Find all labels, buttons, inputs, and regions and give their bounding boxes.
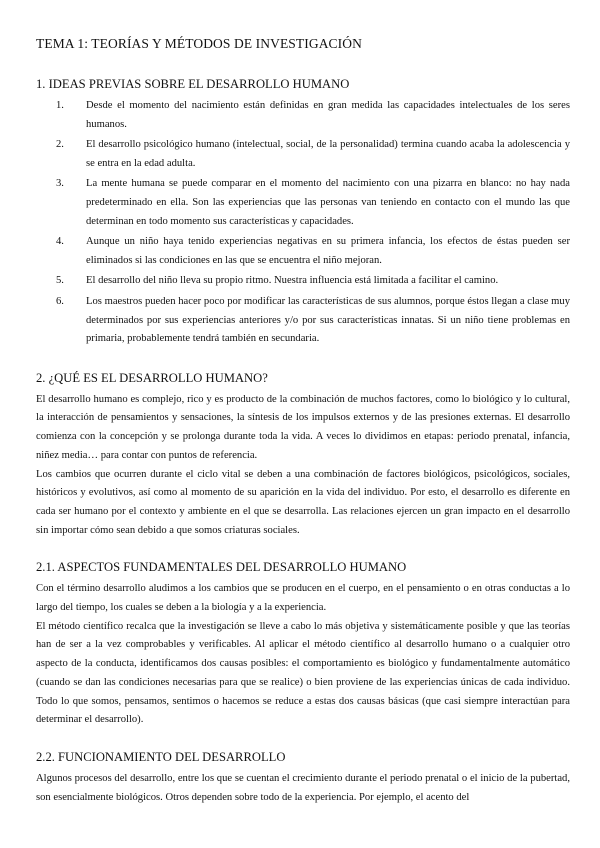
paragraph: Los cambios que ocurren durante el ciclo vital se deben a una combinación de factores biológicos, psicológicos, sociales, históricos y evolutivos, así como al momento de su aparición en la vida del individuo. Por esto, el desarrollo es diferente en cada ser humano por el contexto y ambiente en el que se desarrolla. Las relaciones ejercen un gran impacto en el desarrollo sin importar cómo sean debido a que somos criaturas sociales. [36, 468, 570, 536]
list-item-number: 3. [56, 178, 64, 190]
list-item [36, 175, 570, 231]
section-1-heading: 1. IDEAS PREVIAS SOBRE EL DESARROLLO HUMANO [36, 77, 350, 91]
list-item-number: 4. [56, 236, 64, 248]
list-item [36, 136, 570, 173]
list-item-text: Los maestros pueden hacer poco por modificar las características de sus alumnos, porque éstos llegan a clase muy determinados por sus experiencias anteriores y/o por sus características innatas. Si un niño tiene problemas en primaria, probablemente tendrá también en secundaria. [86, 295, 570, 345]
section-2-2-heading: 2.2. FUNCIONAMIENTO DEL DESARROLLO [36, 749, 286, 764]
section-2-2 [36, 750, 570, 807]
list-item-number: 5. [56, 275, 64, 287]
paragraph: Con el término desarrollo aludimos a los cambios que se producen en el cuerpo, en el pensamiento o en otras conductas a lo largo del tiempo, los cuales se deben a la biología y a la experiencia. [36, 583, 570, 614]
section-2-1-heading: 2.1. ASPECTOS FUNDAMENTALES DEL DESARROLLO HUMANO [36, 560, 407, 575]
list-item-number: 2. [56, 139, 64, 151]
list-item-text: Desde el momento del nacimiento están definidas en gran medida las capacidades intelectuales de los seres humanos. [86, 100, 570, 130]
list-item-number: 6. [56, 295, 64, 307]
list-item [36, 233, 570, 270]
ideas-list [36, 97, 570, 349]
section-2 [36, 371, 570, 541]
section-2-1 [36, 560, 570, 730]
list-item [36, 97, 570, 134]
list-item-number: 1. [56, 100, 64, 111]
list-item-text: El desarrollo del niño lleva su propio ritmo. Nuestra influencia está limitada a facilitar el camino. [86, 275, 499, 287]
list-item [36, 272, 570, 291]
paragraph: El desarrollo humano es complejo, rico y es producto de la combinación de muchos factores, como lo biológico y lo cultural, la interacción de pensamientos y sensaciones, la síntesis de los impulsos externos y de las presiones externas. El desarrollo comienza con la concepción y se prolonga durante toda la vida. A veces lo dividimos en etapas: periodo prenatal, infancia, niñez media… para contar con puntos de referencia. [36, 393, 570, 461]
document-title: TEMA 1: TEORÍAS Y MÉTODOS DE INVESTIGACIÓN [36, 36, 362, 51]
list-item-text: La mente humana se puede comparar en el momento del nacimiento con una pizarra en blanco: no hay nada predeterminado en ella. Son las experiencias que las personas van teniendo en contacto con el mundo las que determinan en todo momento sus características y capacidades. [86, 178, 570, 227]
list-item-text: El desarrollo psicológico humano (intelectual, social, de la personalidad) termina cuando acaba la adolescencia y se entra en la edad adulta. [86, 139, 570, 169]
paragraph: Algunos procesos del desarrollo, entre los que se cuentan el crecimiento durante el periodo prenatal o el inicio de la pubertad, son esencialmente biológicos. Otros dependen sobre todo de la experiencia. Por ejemplo, el acento del [36, 772, 570, 803]
list-item-text: Aunque un niño haya tenido experiencias negativas en su primera infancia, los efectos de éstas pueden ser eliminados si las condiciones en las que se encuentra el niño mejoran. [86, 236, 570, 266]
list-item [36, 293, 570, 349]
section-2-heading: 2. ¿QUÉ ES EL DESARROLLO HUMANO? [36, 370, 268, 385]
paragraph: El método científico recalca que la investigación se lleve a cabo lo más objetiva y sistemáticamente posible y que las teorías han de ser a la vez comprobables y verificables. Al aplicar el método científico al desarrollo humano o a cualquier otro aspecto de la conducta, identificamos dos causas posibles: el comportamiento es biológico y fundamentalmente automático (cuando se dan las condiciones necesarias para que se realice) o bien proviene de las experiencias únicas de cada individuo. Todo lo que somos, pensamos, sentimos o hacemos se reduce a estas dos causas básicas (que casi siempre interactúan para determinar el desarrollo). [36, 620, 570, 726]
